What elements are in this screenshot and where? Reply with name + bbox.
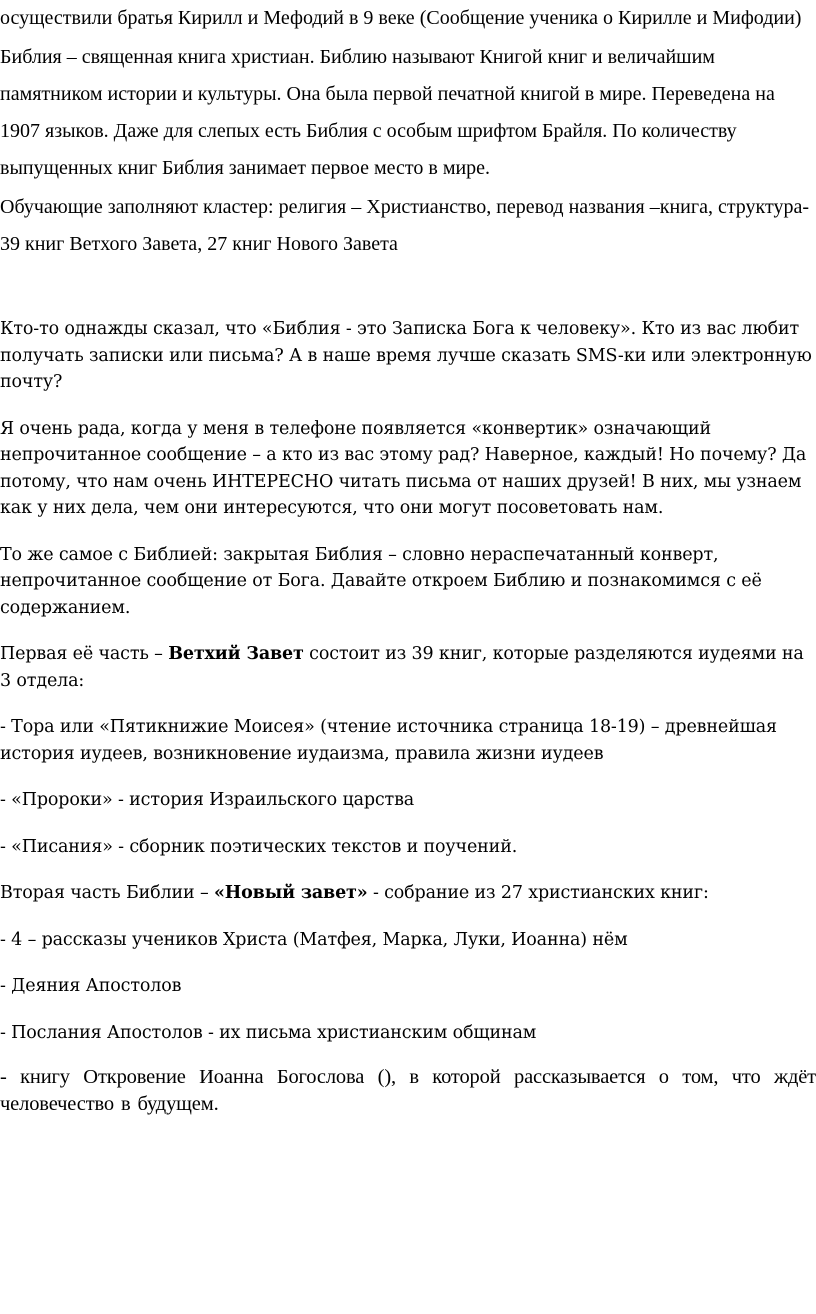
intro-paragraph-cyril-methodius: осуществили братья Кирилл и Мефодий в 9 веке (Сообщение ученика о Кирилле и Мифодии) <box>0 7 802 29</box>
paragraph-new-testament <box>0 880 816 907</box>
paragraph-envelope: Я очень рада, когда у меня в телефоне появляется «конвертик» означающий непрочитанное сообщение – а кто из вас этому рад? Наверное, каждый! Но почему? Да потому, что нам очень ИНТЕРЕСНО читать письма от наших друзей! В них, мы узнаем как у них дела, чем они интересуются, что они могут посоветовать нам. <box>0 418 807 518</box>
new-testament-lead: Вторая часть Библии – <box>0 883 214 903</box>
new-testament-rest: - собрание из 27 христианских книг: <box>367 883 709 903</box>
old-testament-lead: Первая её часть – <box>0 644 169 664</box>
paragraph-quote: Кто-то однажды сказал, что «Библия - это Записка Бога к человеку». Кто из вас любит получать записки или письма? А в наше время лучше сказать SMS-ки или электронную почту? <box>0 319 812 392</box>
list-item-acts: - Деяния Апостолов <box>0 976 182 996</box>
intro-paragraph-bible: Библия – священная книга христиан. Библию называют Книгой книг и величайшим памятником истории и культуры. Она была первой печатной книгой в мире. Переведена на 1907 языков. Даже для слепых есть Библия с особым шрифтом Брайля. По количеству выпущенных книг Библия занимает первое место в мире. <box>0 46 775 179</box>
list-item-torah: - Тора или «Пятикнижие Моисея» (чтение источника страница 18-19) – древнейшая история иудеев, возникновение иудаизма, правила жизни иудеев <box>0 717 777 764</box>
paragraph-closed-bible: То же самое с Библией: закрытая Библия – словно нераспечатанный конверт, непрочитанное сообщение от Бога. Давайте откроем Библию и познакомимся с её содержанием. <box>0 544 762 618</box>
new-testament-term: «Новый завет» <box>213 883 368 903</box>
intro-paragraph-cluster: Обучающие заполняют кластер: религия – Христианство, перевод названия –книга, структура- 39 книг Ветхого Завета, 27 книг Нового Завета <box>0 196 810 255</box>
list-item-writings: - «Писания» - сборник поэтических текстов и поучений. <box>0 836 518 857</box>
list-item-epistles: - Послания Апостолов - их письма христианским общинам <box>0 1022 537 1043</box>
intro-section <box>0 0 812 265</box>
list-item-prophets: - «Пророки» - история Израильского царства <box>0 790 415 810</box>
paragraph-old-testament <box>0 641 816 694</box>
old-testament-rest: состоит из 39 книг, которые разделяются иудеями на 3 отдела: <box>0 644 804 691</box>
list-item-gospels: - 4 – рассказы учеников Христа (Матфея, Марка, Луки, Иоанна) нём <box>0 929 628 950</box>
old-testament-term: Ветхий Завет <box>168 644 304 664</box>
main-text-section <box>0 316 816 1138</box>
list-item-revelation: - книгу Откровение Иоанна Богослова (), в которой рассказывается о том, что ждёт человечество в будущем. <box>0 1066 816 1115</box>
